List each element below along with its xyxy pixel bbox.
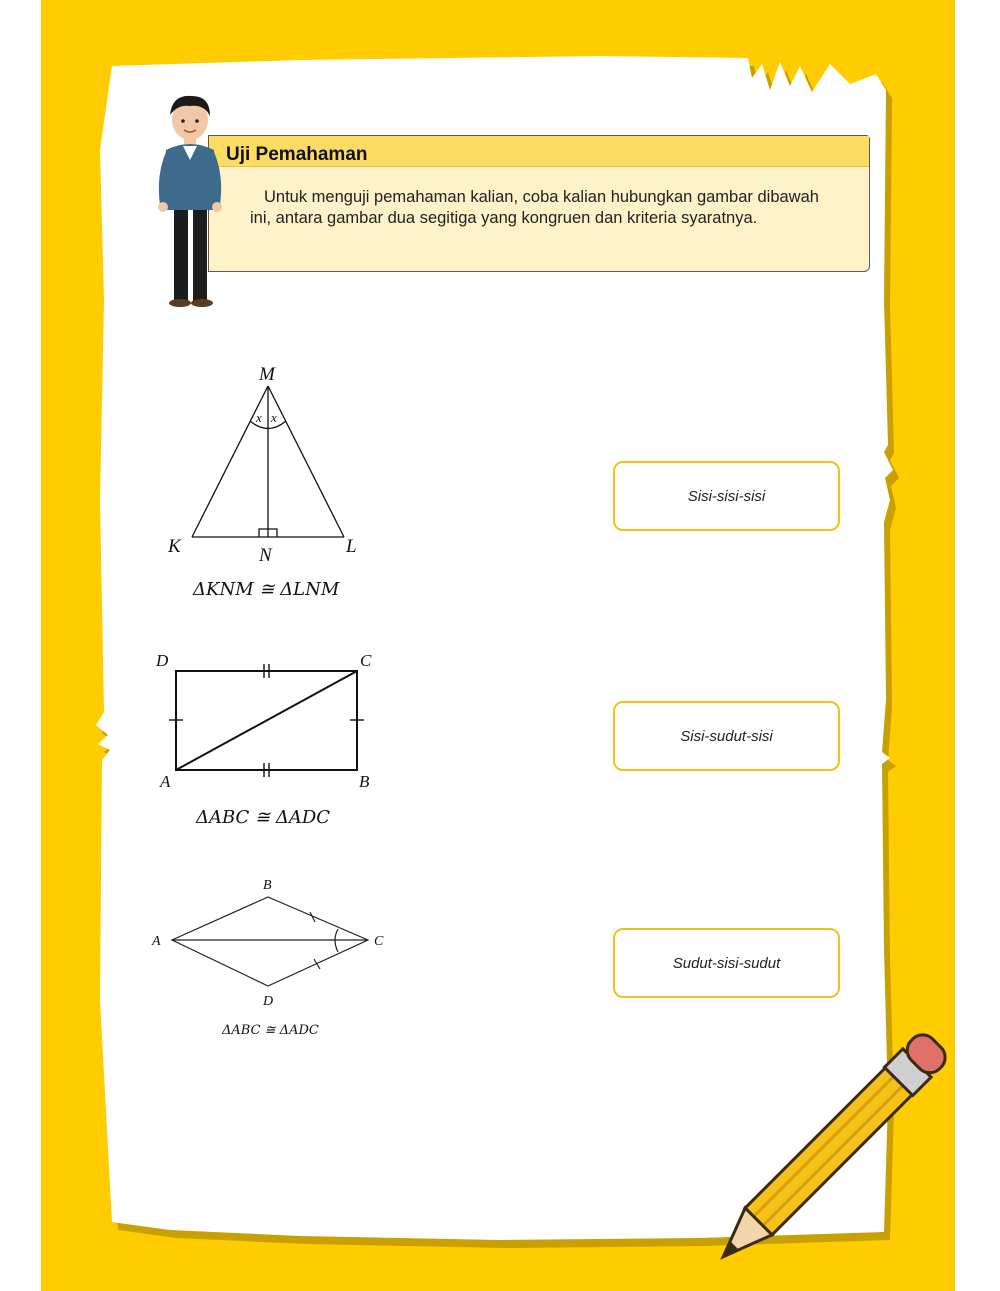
vertex-label-l: L bbox=[346, 536, 357, 557]
answer-sisi-sisi-sisi[interactable] bbox=[613, 461, 840, 531]
vertex-label-d: D bbox=[263, 994, 274, 1009]
caption-figure-1: ΔKNM ≅ ΔLNM bbox=[193, 579, 340, 600]
vertex-label-b: B bbox=[359, 772, 370, 791]
vertex-label-a: A bbox=[152, 934, 161, 949]
caption-figure-3: ΔABC ≅ ΔADC bbox=[222, 1023, 319, 1038]
answer-sisi-sudut-sisi[interactable] bbox=[613, 701, 840, 771]
kite-abcd bbox=[172, 897, 368, 986]
vertex-label-d: D bbox=[156, 651, 169, 670]
vertex-label-n: N bbox=[259, 545, 272, 566]
angle-label-1: x bbox=[256, 410, 262, 425]
answer-sudut-sisi-sudut[interactable] bbox=[613, 928, 840, 998]
vertex-label-m: M bbox=[259, 364, 275, 385]
vertex-label-a: A bbox=[160, 772, 171, 791]
answer-label: Sisi-sudut-sisi bbox=[680, 727, 773, 745]
angle-label-2: x bbox=[271, 410, 277, 425]
vertex-label-k: K bbox=[168, 536, 181, 557]
vertex-label-c: C bbox=[374, 934, 384, 949]
instruction-title: Uji Pemahaman bbox=[226, 144, 368, 165]
instruction-text: Untuk menguji pemahaman kalian, coba kalian hubungkan gambar dibawah ini, antara gambar dua segitiga yang kongruen dan kriteria syaratnya. bbox=[250, 188, 819, 227]
vertex-label-b: B bbox=[263, 878, 272, 893]
answer-label: Sisi-sisi-sisi bbox=[687, 487, 766, 505]
caption-figure-2: ΔABC ≅ ΔADC bbox=[196, 807, 331, 828]
answer-label: Sudut-sisi-sudut bbox=[672, 954, 781, 972]
vertex-label-c: C bbox=[360, 651, 372, 670]
